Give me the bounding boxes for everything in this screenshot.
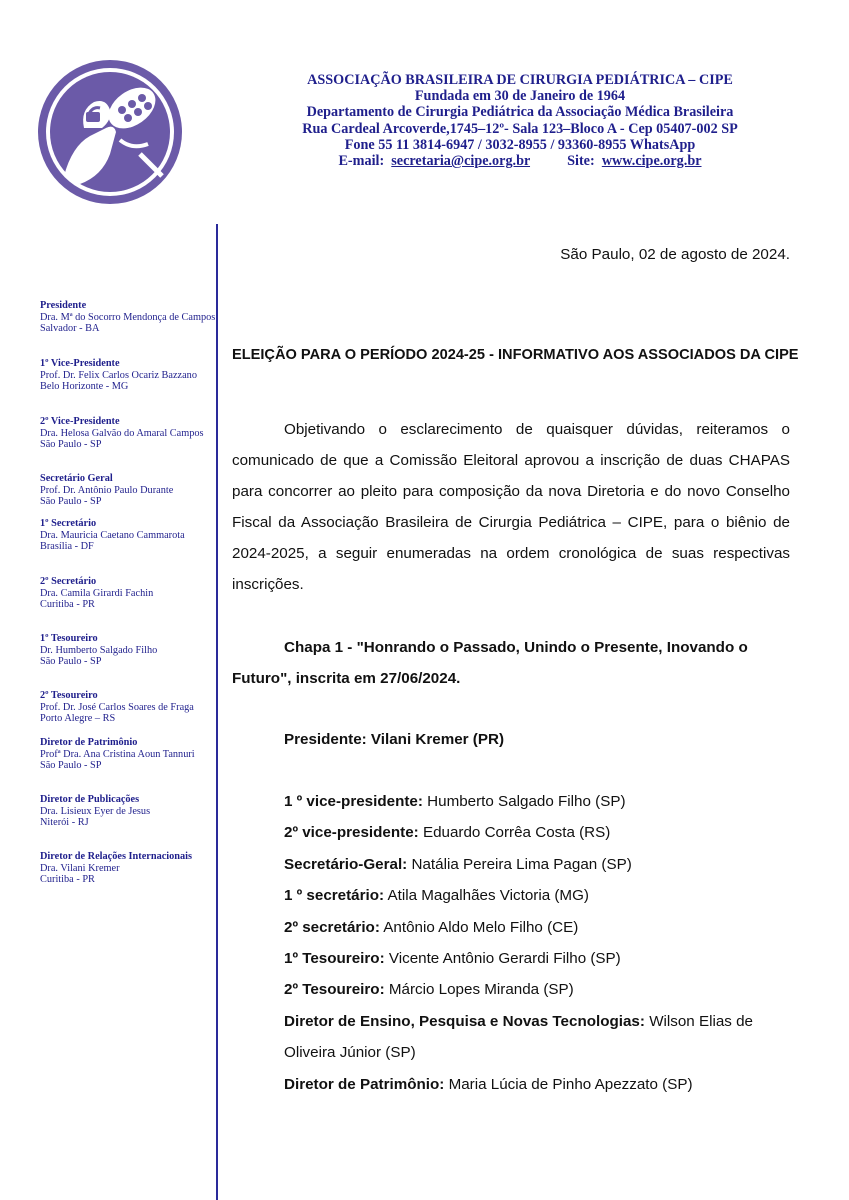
sidebar-entry [40,737,220,772]
president: Presidente: Vilani Kremer (PR) [284,731,505,748]
role-city: São Paulo - SP [40,760,102,771]
role-name: Profª Dra. Ana Cristina Aoun Tannuri [40,748,195,760]
member-name: Natália Pereira Lima Pagan (SP) [411,855,632,873]
member-name: Wilson Elias de Oliveira Júnior (SP) [284,1012,754,1062]
member-role: 1 º secretário: [284,887,385,905]
sidebar-entry [40,358,220,393]
member-role: Secretário-Geral: [284,855,408,873]
members-list [284,786,790,1100]
address: Rua Cardeal Arcoverde,1745–12º- Sala 123–Bloco A - Cep 05407-002 SP [302,120,738,137]
sidebar-entry [40,794,220,829]
member-row [284,817,790,848]
sidebar-entry [40,518,220,553]
member-row [284,1069,790,1100]
member-name: Márcio Lopes Miranda (SP) [388,981,574,999]
role-title: Secretário Geral [40,473,113,484]
sidebar-entry [40,473,220,508]
letterhead [230,72,810,169]
letter-heading: ELEIÇÃO PARA O PERÍODO 2024-25 - INFORMATIVO AOS ASSOCIADOS DA CIPE [232,347,799,363]
role-name: Dra. Lisieux Eyer de Jesus [40,805,151,817]
role-city: São Paulo - SP [40,656,102,667]
intro-paragraph: Objetivando o esclarecimento de quaisquer dúvidas, reiteramos o comunicado de que a Comissão Eleitoral aprovou a inscrição de duas CHAPAS para concorrer ao pleito para composição da nova Diretoria e do novo Conselho Fiscal da Associação Brasileira de Cirurgia Pediátrica – CIPE, para o biênio de 2024-2025, a seguir enumeradas na ordem cronológica de suas respectivas inscrições. [232,421,790,593]
member-role: Diretor de Patrimônio: [284,1075,445,1093]
member-name: Vicente Antônio Gerardi Filho (SP) [388,950,621,968]
member-role: 2º vice-presidente: [284,824,419,842]
role-name: Dra. Camila Girardi Fachin [40,587,154,599]
role-title: Diretor de Patrimônio [40,737,138,748]
sidebar-entry [40,633,220,668]
sidebar-entry [40,851,220,886]
member-name: Atila Magalhães Victoria (MG) [387,887,589,905]
role-city: Belo Horizonte - MG [40,381,129,392]
president-line [284,724,790,755]
role-name: Dra. Mª do Socorro Mendonça de Campos [40,311,216,323]
role-name: Dra. Helosa Galvão do Amaral Campos [40,427,204,439]
site-link[interactable]: www.cipe.org.br [601,153,702,170]
foundation-date: Fundada em 30 de Janeiro de 1964 [414,88,626,105]
member-row [284,786,790,817]
letter-date: São Paulo, 02 de agosto de 2024. [560,246,790,263]
sidebar-entry [40,416,220,451]
member-row [284,943,790,974]
member-name: Maria Lúcia de Pinho Apezzato (SP) [448,1075,693,1093]
email-link[interactable]: secretaria@cipe.org.br [391,153,531,170]
association-name: ASSOCIAÇÃO BRASILEIRA DE CIRURGIA PEDIÁTRICA – CIPE [307,72,733,88]
role-city: São Paulo - SP [40,496,102,507]
role-title: 1º Vice-Presidente [40,358,120,369]
role-name: Prof. Dr. Felix Carlos Ocariz Bazzano [40,369,197,381]
phone: Fone 55 11 3814-6947 / 3032-8955 / 93360-8955 WhatsApp [344,136,696,153]
member-row [284,912,790,943]
member-row [284,880,790,911]
member-role: 2º Tesoureiro: [284,981,385,999]
role-city: Porto Alegre – RS [40,713,116,724]
member-name: Antônio Aldo Melo Filho (CE) [383,918,579,936]
role-title: Presidente [40,300,87,311]
role-title: 2º Vice-Presidente [40,416,120,427]
sidebar-entry [40,690,220,725]
role-city: Curitiba - PR [40,599,95,610]
role-city: Salvador - BA [40,323,100,334]
role-city: Brasília - DF [40,541,94,552]
role-city: São Paulo - SP [40,439,102,450]
role-name: Prof. Dr. Antônio Paulo Durante [40,484,174,496]
member-row [284,974,790,1005]
role-title: Diretor de Relações Internacionais [40,851,193,862]
role-title: 1º Secretário [40,518,97,529]
chapa-title: Chapa 1 - "Honrando o Passado, Unindo o Presente, Inovando o Futuro", inscrita em 27/06/2024. [232,639,748,687]
department: Departamento de Cirurgia Pediátrica da Associação Médica Brasileira [306,104,734,121]
member-role: 1 º vice-presidente: [284,793,423,810]
role-title: 1º Tesoureiro [40,633,98,644]
role-name: Dr. Humberto Salgado Filho [40,644,158,656]
member-name: Eduardo Corrêa Costa (RS) [422,824,611,842]
member-role: 1º Tesoureiro: [284,950,385,968]
role-name: Prof. Dr. José Carlos Soares de Fraga [40,701,194,713]
role-name: Dra. Mauricia Caetano Cammarota [40,529,185,541]
role-title: Diretor de Publicações [40,794,140,805]
member-role: 2º secretário: [284,918,380,936]
role-title: 2º Secretário [40,576,97,587]
sidebar-entry [40,576,220,611]
member-role: Diretor de Ensino, Pesquisa e Novas Tecnologias: [284,1012,645,1030]
member-row [284,849,790,880]
contact-line [230,153,810,169]
member-name: Humberto Salgado Filho (SP) [427,793,626,810]
role-city: Curitiba - PR [40,874,95,885]
site-label: Site: [567,153,595,170]
role-title: 2º Tesoureiro [40,690,98,701]
role-city: Niterói - RJ [40,817,89,828]
sidebar-entry [40,300,220,335]
email-label: E-mail: [338,153,385,170]
member-row [284,1006,790,1069]
cipe-logo [36,58,184,206]
role-name: Dra. Vilani Kremer [40,862,120,874]
